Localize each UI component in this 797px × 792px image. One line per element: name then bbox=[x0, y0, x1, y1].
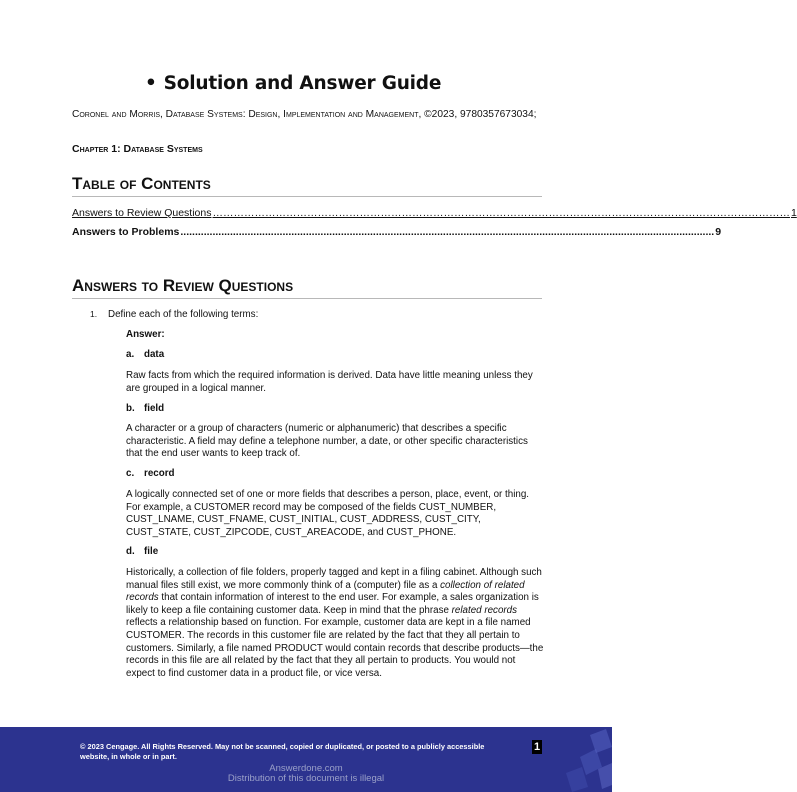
definition-emphasis: collection of related records bbox=[126, 579, 525, 604]
question-1 bbox=[90, 309, 258, 320]
term-definition-record: A logically connected set of one or more fields that describes a person, place, event, or thing. For example, a CUSTOMER record may be composed of the fields CUST_NUMBER, CUST_LNAME, CUST_FNAME, CUST_INITIAL, CUST_ADDRESS, CUST_CITY, CUST_STATE, CUST_ZIPCODE, CUST_AREACODE, and CUST_PHONE. bbox=[126, 489, 529, 538]
title-bullet: • bbox=[145, 73, 157, 94]
term-definition-field: A character or a group of characters (numeric or alphanumeric) that describes a specific characteristic. A field may define a telephone number, a date, or other specific characteristics that the end user wants to keep track of. bbox=[126, 423, 528, 460]
question-number: 1. bbox=[90, 309, 98, 319]
term-heading-record bbox=[126, 468, 546, 481]
term-heading-field bbox=[126, 403, 546, 416]
page-title bbox=[145, 73, 441, 94]
section-heading-review-questions: Answers to Review Questions bbox=[72, 276, 542, 299]
term-letter: c. bbox=[126, 468, 135, 479]
term-heading-file bbox=[126, 546, 546, 559]
definition-emphasis: related records bbox=[451, 604, 518, 616]
page-footer bbox=[0, 727, 612, 792]
question-text: Define each of the following terms: bbox=[108, 309, 259, 320]
term-letter: a. bbox=[126, 349, 135, 360]
term-letter: d. bbox=[126, 546, 135, 557]
toc-entry-label: Answers to Problems bbox=[72, 226, 180, 238]
watermark-site: Answerdone.com bbox=[269, 763, 343, 774]
answer-label: Answer: bbox=[126, 329, 165, 340]
term-heading-data bbox=[126, 349, 546, 362]
term-name: data bbox=[144, 349, 165, 360]
definition-text: that contain information of interest to the end user. For example, a sales organization is likely to keep a file containing customer data. Keep in mind that the phrase bbox=[126, 592, 539, 616]
copyright-notice: © 2023 Cengage. All Rights Reserved. May not be scanned, copied or duplicated, or posted to a publicly accessible website, in whole or in part. bbox=[80, 742, 485, 761]
toc-entry-page: 9 bbox=[715, 226, 722, 238]
term-definition-file bbox=[126, 567, 546, 680]
toc-entry-page: 1 bbox=[790, 207, 797, 219]
term-definition-data: Raw facts from which the required information is derived. Data have little meaning unless they are grouped in a logical manner. bbox=[126, 370, 533, 394]
toc-leader-dots: ....................................................................................................................................................................................... bbox=[180, 226, 715, 238]
term-name: file bbox=[144, 546, 159, 557]
toc-heading: Table of Contents bbox=[72, 174, 542, 197]
definition-text: Historically, a collection of file folders, properly tagged and kept in a filing cabinet. Although such manual files still exist, we more commonly think of a (computer) file as a bbox=[126, 567, 542, 591]
title-text: Solution and Answer Guide bbox=[163, 73, 442, 94]
toc-entry-problems[interactable] bbox=[72, 226, 722, 238]
term-name: record bbox=[144, 468, 175, 479]
chapter-heading: Chapter 1: Database Systems bbox=[72, 143, 203, 155]
watermark-notice: Distribution of this document is illegal bbox=[227, 773, 385, 784]
book-citation: Coronel and Morris, Database Systems: Design, Implementation and Management, ©2023, 9780357673034; bbox=[72, 109, 537, 120]
term-letter: b. bbox=[126, 403, 135, 414]
toc-entry-review-questions[interactable] bbox=[72, 207, 797, 219]
toc-entry-label: Answers to Review Questions bbox=[72, 207, 212, 219]
page-number: 1 bbox=[533, 741, 541, 753]
definition-text: reflects a relationship based on function. For example, customer data are kept in a file named CUSTOMER. The records in this customer file are related by the fact that they all pertain to customers. Similarly, a file named PRODUCT would contain records that describe products—the records in this file are all related by the fact that they all pertain to products. You would not expect to find customer data in a product file, or vice versa. bbox=[126, 617, 544, 679]
term-name: field bbox=[144, 403, 165, 414]
toc-leader-dots: ………………………………………………………………………………………………………………………………………………… bbox=[212, 207, 790, 219]
